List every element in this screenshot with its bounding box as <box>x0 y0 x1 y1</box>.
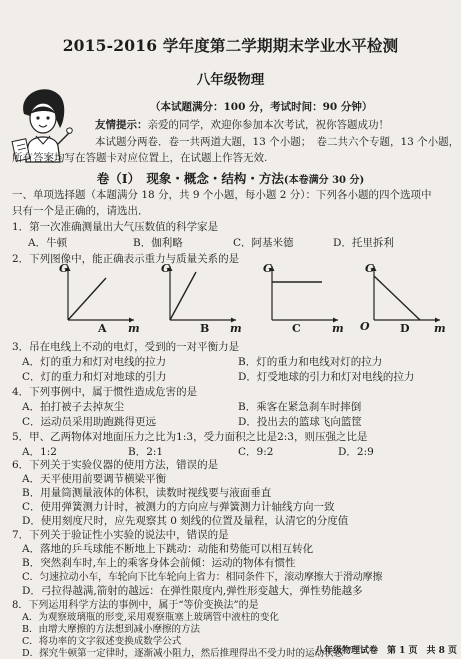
question-4-option-a: A．拍打被子去掉灰尘 <box>22 401 125 413</box>
question-7-option-c: C．匀速拉动小车，车轮向下比车轮向上省力：相同条件下，滚动摩擦大于滑动摩擦 <box>22 572 383 583</box>
intro-line-1: 本试题分两卷．卷一共两道大题，13 个小题； 卷二共六个专题，13 个小题， <box>95 136 460 148</box>
graph-d-plot <box>364 262 444 324</box>
question-1-stem: 1．第一次准确测量出大气压数值的科学家是 <box>12 221 219 233</box>
graph-c-plot <box>262 262 342 324</box>
question-8-option-d: D．探究牛顿第一定律时，逐渐减小阻力，然后推理得出不受力时的运动状态 <box>22 648 344 659</box>
page-title: 2015-2016 学年度第二学期期末学业水平检测 <box>62 36 399 55</box>
section-title: 卷（Ⅰ） 现象・概念・结构・方法 <box>96 171 284 186</box>
question-6-option-b: B．用量筒测量液体的体积，读数时视线要与液面垂直 <box>22 487 272 499</box>
friendly-tip <box>95 119 389 133</box>
score-time-info: （本试题满分：100 分，考试时间：90 分钟） <box>150 101 373 113</box>
question-7-option-b: B．突然刹车时,车上的乘客身体会前倾：运动的物体有惯性 <box>22 557 296 569</box>
graph-d <box>360 262 450 335</box>
page-subtitle: 八年级物理 <box>196 72 265 88</box>
question-5-stem: 5．甲、乙两物体对地面压力之比为1:3，受力面积之比是2:3，则压强之比是 <box>12 431 368 443</box>
question-6-option-d: D．使用刻度尺时，应先观察其 0 刻线的位置及量程，认清它的分度值 <box>22 515 349 527</box>
graph-a-line <box>68 278 106 320</box>
question-5-option-c: C．9:2 <box>238 446 274 458</box>
graph-a-y-label: G <box>59 262 69 275</box>
question-3-option-c: C．灯的重力和灯对地球的引力 <box>22 371 167 383</box>
section-heading <box>0 171 461 187</box>
graph-c-y-label: G <box>263 262 273 275</box>
question-3-option-b: B．灯的重力和电线对灯的拉力 <box>238 356 383 368</box>
question-1-option-d: D．托里拆利 <box>333 237 394 249</box>
question-7-option-d: D．弓拉得越满,箭射的越远：在弹性限度内,弹性形变越大，弹性势能越多 <box>22 585 363 597</box>
tip-text: 亲爱的同学，欢迎你参加本次考试，祝你答题成功！ <box>147 119 389 131</box>
question-5-option-a: A．1:2 <box>22 446 57 458</box>
question-5-option-d: D．2:9 <box>338 446 374 458</box>
question-4-option-d: D．投出去的篮球飞向篮筐 <box>238 416 362 428</box>
graph-c <box>262 262 344 335</box>
question-6-stem: 6．下列关于实验仪器的使用方法，错误的是 <box>12 459 219 471</box>
graph-b-line <box>170 272 196 320</box>
tip-label: 友情提示： <box>95 119 148 131</box>
question-1-option-c: C．阿基米德 <box>233 237 294 249</box>
question-8-option-a: A．为观察玻璃瓶的形变,采用观察瓶塞上玻璃管中液柱的变化 <box>22 612 279 623</box>
question-2-stem: 2．下列图像中，能正确表示重力与质量关系的是 <box>12 253 240 265</box>
question-4-option-c: C．运动员采用助跑跳得更远 <box>22 416 157 428</box>
graph-d-letter: D <box>400 322 410 335</box>
graph-b-letter: B <box>200 322 210 335</box>
question-6-option-a: A．天平使用前要调节横梁平衡 <box>22 473 167 485</box>
graph-d-origin-label: O <box>360 320 370 333</box>
page-footer: 八年级物理试卷 第 1 页 共 8 页 <box>314 646 457 656</box>
question-7-stem: 7．下列关于验证性小实验的说法中，错误的是 <box>12 529 229 541</box>
question-1-option-b: B．伽利略 <box>133 237 183 249</box>
question-7-option-a: A．落地的乒乓球能不断地上下跳动：动能和势能可以相互转化 <box>22 543 314 555</box>
graph-a-x-label: m <box>128 322 140 335</box>
graph-a-plot <box>58 262 138 324</box>
part1-heading-line1: 一、单项选择题（本题满分 18 分，共 9 个小题，每小题 2 分）：下列各小题的四个选项中 <box>12 189 432 201</box>
question-3-option-d: D．灯受地球的引力和灯对电线的拉力 <box>238 371 415 383</box>
intro-line-2: 所有答案均写在答题卡对应位置上，在试题上作答无效. <box>12 152 268 164</box>
question-3-stem: 3．吊在电线上不动的电灯，受到的一对平衡力是 <box>12 341 240 353</box>
section-note: (本卷满分 30 分) <box>283 175 365 186</box>
graph-b-y-label: G <box>161 262 171 275</box>
graph-d-x-label: m <box>434 322 446 335</box>
question-6-option-c: C．使用弹簧测力计时，被测力的方向应与弹簧测力计轴线方向一致 <box>22 501 335 513</box>
question-8-stem: 8．下列运用科学方法的事例中，属于“等价变换法”的是 <box>12 600 259 611</box>
question-5-option-b: B．2:1 <box>128 446 164 458</box>
question-3-option-a: A．灯的重力和灯对电线的拉力 <box>22 356 167 368</box>
part1-heading-line2: 只有一个是正确的，请选出． <box>12 205 149 217</box>
graph-a <box>58 262 140 335</box>
graph-b-x-label: m <box>230 322 242 335</box>
graph-b-plot <box>160 262 240 324</box>
graph-d-line <box>374 276 420 320</box>
question-4-stem: 4．下列事例中，属于惯性造成危害的是 <box>12 386 198 398</box>
question-4-option-b: B．乘客在紧急刹车时摔倒 <box>238 401 362 413</box>
graph-c-letter: C <box>292 322 301 335</box>
graph-c-x-label: m <box>332 322 344 335</box>
question-1-option-a: A．牛顿 <box>28 237 68 249</box>
question-8-option-c: C．将功率的文字叙述变换成数学公式 <box>22 636 182 647</box>
graph-a-letter: A <box>98 322 107 335</box>
graph-b <box>160 262 242 335</box>
graph-d-y-label: G <box>365 262 375 275</box>
question-8-option-b: B．由增大摩擦的方法想到减小摩擦的方法 <box>22 624 200 635</box>
